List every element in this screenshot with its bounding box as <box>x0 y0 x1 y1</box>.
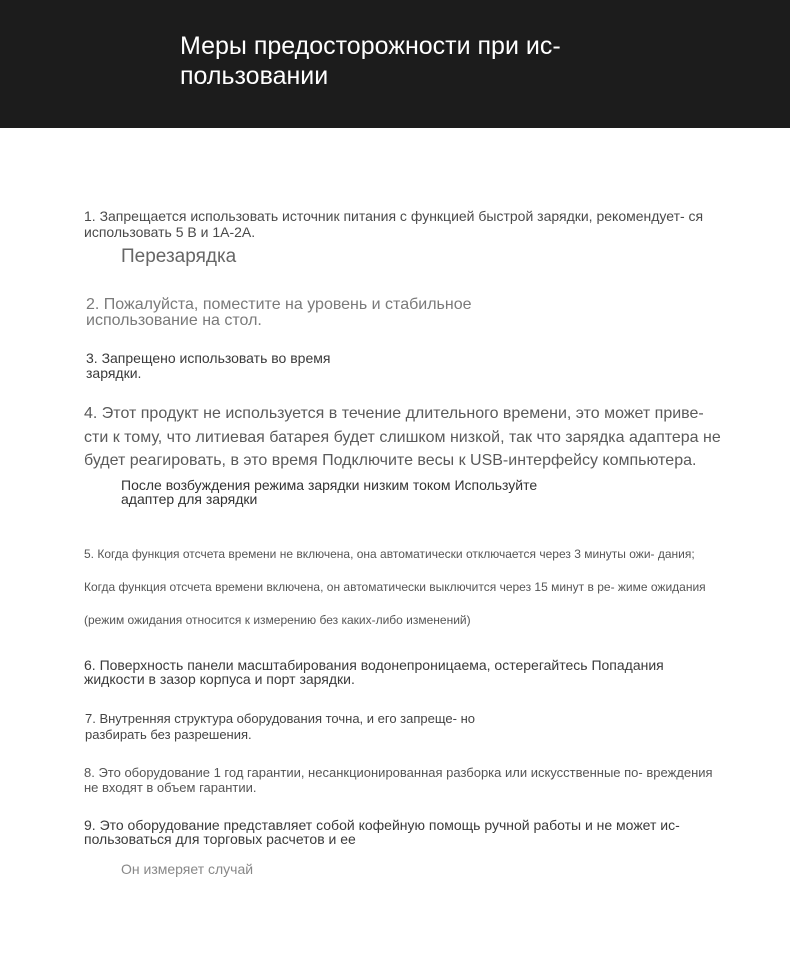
precaution-item-5: 5. Когда функция отсчета времени не включена, она автоматически отключается через 3 минуты ожи- дания; Когда функция отсчета времени включена, он автоматически выключится через 15 минут в ре- жиме ожидания (режим ожидания относится к измерению без каких-либо изменений) <box>84 547 706 627</box>
precaution-item-7: 7. Внутренняя структура оборудования точна, и его запреще- но разбирать без разрешения. <box>85 711 475 742</box>
precaution-item-1-subtitle: Перезарядка <box>121 246 237 267</box>
precaution-item-8: 8. Это оборудование 1 год гарантии, несанкционированная разборка или искусственные по- вреждения не входят в объем гарантии. <box>84 765 713 795</box>
precaution-item-2: 2. Пожалуйста, поместите на уровень и стабильное использование на стол. <box>86 296 472 329</box>
page-title-line1: Меры предосторожности при ис- <box>180 32 561 60</box>
page-title <box>180 31 620 91</box>
precaution-item-9-note: Он измеряет случай <box>121 861 254 877</box>
precaution-item-9: 9. Это оборудование представляет собой кофейную помощь ручной работы и не может ис- пользоваться для торговых расчетов и ее <box>84 817 680 847</box>
page-title-line2: пользовании <box>180 62 329 90</box>
precaution-item-4: 4. Этот продукт не используется в течение длительного времени, это может приве- сти к тому, что литиевая батарея будет слишком низкой, так что зарядка адаптера не будет реагировать, в это время Подключите весы к USB-интерфейсу компьютера. <box>84 405 721 469</box>
precaution-item-3: 3. Запрещено использовать во время зарядки. <box>86 350 331 381</box>
header-banner <box>0 0 790 128</box>
precaution-item-6: 6. Поверхность панели масштабирования водонепроницаема, остерегайтесь Попадания жидкости в зазор корпуса и порт зарядки. <box>84 657 664 687</box>
precaution-item-1: 1. Запрещается использовать источник питания с функцией быстрой зарядки, рекомендует- ся использовать 5 В и 1А-2А. <box>84 208 704 240</box>
precaution-item-4-note: После возбуждения режима зарядки низким током Используйте адаптер для зарядки <box>121 477 538 507</box>
